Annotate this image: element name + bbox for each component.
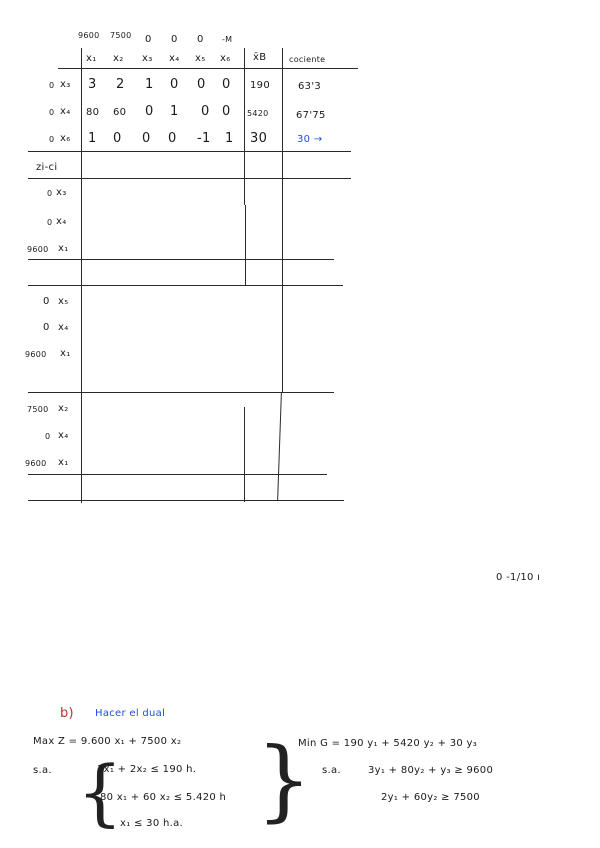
var-header-x6: x₆ — [220, 53, 231, 64]
row3-coef1: 1 — [88, 131, 97, 146]
row2-ratio: 67'75 — [296, 110, 326, 121]
row2-coef1: 80 — [86, 107, 100, 118]
rule-b2-end — [28, 285, 343, 286]
rule-basis-col — [81, 48, 82, 503]
rule-xb-col-3 — [244, 407, 245, 502]
row1-coef3: 1 — [145, 77, 154, 92]
row3-coef5: -1 — [197, 131, 211, 146]
b2-cb3: 9600 — [27, 245, 49, 254]
cost-x5: 0 — [197, 34, 204, 45]
row1-coef5: 0 — [197, 77, 206, 92]
row1-ratio: 63'3 — [298, 81, 322, 92]
row3-cb: 0 — [49, 135, 55, 144]
rule-b4-bottom — [28, 474, 327, 475]
rule-header — [58, 68, 358, 69]
zc-label: zi-ci — [36, 162, 58, 173]
b2-basis1: x₃ — [56, 187, 67, 198]
b4-cb3: 9600 — [25, 459, 47, 468]
b3-basis1: x₅ — [58, 296, 69, 307]
b3-cb1: 0 — [43, 296, 50, 307]
b2-basis2: x₄ — [56, 216, 67, 227]
row3-basis: x₆ — [60, 133, 71, 144]
b3-basis2: x₄ — [58, 322, 69, 333]
b4-basis2: x₄ — [58, 430, 69, 441]
b2-cb2: 0 — [47, 218, 53, 227]
cost-x2: 7500 — [110, 31, 132, 40]
b4-basis3: x₁ — [58, 457, 69, 468]
row3-coef2: 0 — [113, 131, 122, 146]
rule-after-zc — [28, 178, 351, 179]
row3-coef6: 1 — [225, 131, 234, 146]
dual-objective: Min G = 190 y₁ + 5420 y₂ + 30 y₃ — [298, 738, 478, 749]
rule-ratio-col-2 — [277, 393, 282, 501]
row2-coef3: 0 — [145, 104, 154, 119]
rule-xb-col-2 — [245, 205, 246, 286]
primal-constraint-2: 80 x₁ + 60 x₂ ≤ 5.420 h — [100, 792, 227, 803]
rule-b2-bottom — [28, 259, 334, 260]
rule-xb-col-1 — [244, 48, 245, 205]
rule-b4-end — [28, 500, 344, 501]
row2-coef4: 1 — [170, 104, 179, 119]
row2-xb: 5420 — [247, 109, 269, 118]
primal-st: s.a. — [33, 765, 52, 776]
ratio-header: cociente — [289, 55, 326, 64]
cost-x1: 9600 — [78, 31, 100, 40]
row2-coef6: 0 — [222, 104, 231, 119]
b2-cb1: 0 — [47, 189, 53, 198]
b3-cb3: 9600 — [25, 350, 47, 359]
primal-brace-right: } — [256, 728, 312, 831]
rule-b3-bottom — [28, 392, 334, 393]
var-header-x4: x₄ — [169, 53, 180, 64]
row3-ratio: 30 → — [297, 134, 323, 145]
b3-basis3: x₁ — [60, 348, 71, 359]
row3-coef4: 0 — [168, 131, 177, 146]
primal-constraint-1: 3x₁ + 2x₂ ≤ 190 h. — [97, 764, 197, 775]
cost-x3: 0 — [145, 34, 152, 45]
primal-brace-left: { — [77, 750, 123, 834]
row3-xb: 30 — [250, 131, 268, 146]
var-header-x1: x₁ — [86, 53, 97, 64]
var-header-x2: x₂ — [113, 53, 124, 64]
row1-coef4: 0 — [170, 77, 179, 92]
b3-cb2: 0 — [43, 322, 50, 333]
cost-x4: 0 — [171, 34, 178, 45]
row1-coef6: 0 — [222, 77, 231, 92]
b4-cb1: 7500 — [27, 405, 49, 414]
part-b-title: Hacer el dual — [95, 708, 166, 719]
b4-cb2: 0 — [45, 432, 51, 441]
row1-coef2: 2 — [116, 77, 125, 92]
xb-header: x̄B — [253, 52, 267, 63]
var-header-x5: x₅ — [195, 53, 206, 64]
row2-coef2: 60 — [113, 107, 127, 118]
part-b-letter: b) — [60, 706, 74, 721]
primal-constraint-3: x₁ ≤ 30 h.a. — [120, 818, 183, 829]
cost-x6: -M — [222, 35, 233, 44]
row2-cb: 0 — [49, 108, 55, 117]
row1-cb: 0 — [49, 81, 55, 90]
b2-basis3: x₁ — [58, 243, 69, 254]
row1-coef1: 3 — [88, 77, 97, 92]
row1-xb: 190 — [250, 80, 270, 91]
rule-after-rows — [28, 151, 351, 152]
row3-coef3: 0 — [142, 131, 151, 146]
var-header-x3: x₃ — [142, 53, 153, 64]
rule-ratio-col — [282, 48, 283, 393]
side-note: 0 -1/10 ı — [496, 572, 541, 583]
row2-basis: x₄ — [60, 106, 71, 117]
dual-constraint-2: 2y₁ + 60y₂ ≥ 7500 — [381, 792, 480, 803]
dual-st: s.a. — [322, 765, 341, 776]
dual-constraint-1: 3y₁ + 80y₂ + y₃ ≥ 9600 — [368, 765, 494, 776]
b4-basis1: x₂ — [58, 403, 69, 414]
row2-coef5: 0 — [201, 104, 210, 119]
primal-objective: Max Z = 9.600 x₁ + 7500 x₂ — [33, 736, 182, 747]
row1-basis: x₃ — [60, 79, 71, 90]
